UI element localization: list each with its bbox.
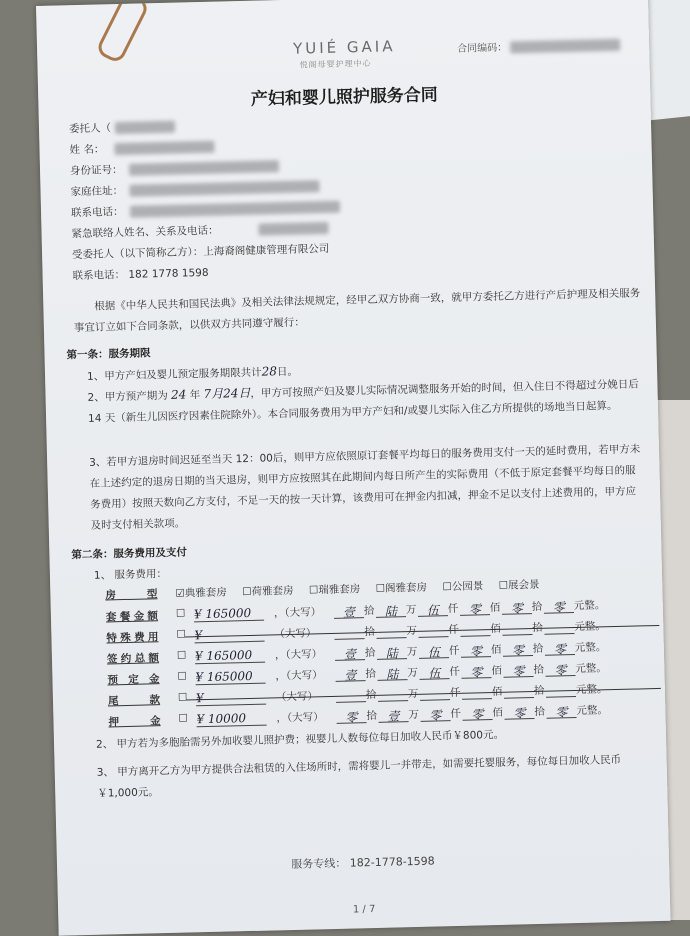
- article1-item3: 3、若甲方退房时间迟延至当天 12：00后，则甲方应依照原订套餐平均每日的服务费用支付一天的延时费用，若甲方未在上述约定的退房日期的当天退房，则甲方应按照其在此期间内每日所产生的实际费用（不低于原定套餐平均每日的服务费用）按照天数向乙方支付，不足一天的按一天计算，该费用可在押金内扣减，押金不足以支付上述费用的，甲方应及时支付相关款项。: [89, 443, 641, 532]
- redacted-block: [115, 121, 175, 134]
- address-field: 家庭住址：: [70, 178, 319, 199]
- fee-row: 押金 ☐ ¥ 10000 ，（大写） 零 拾 壹 万 零 仟 零 佰 零 拾 零 元整。: [108, 704, 609, 729]
- room-type-row: 房 型: [105, 588, 158, 602]
- room-option: ☑典雅套房: [175, 586, 227, 600]
- fee-row: 签约总额 ☐ ¥ 165000 ，（大写） 壹 拾 陆 万 伍 仟 零 佰 零 拾 零 元整。: [106, 641, 607, 666]
- redacted-block: [129, 201, 339, 218]
- article1-item2: 2、甲方预产期为 24 年 7月24日，甲方可按照产妇及婴儿实际情况调整服务开始的时间，但入住日不得超过分娩日后 14 天（新生儿因医疗因素住院除外）。本合同服务费用为甲方产妇和/或婴儿实际入住乙方所提供的场地当日起算。: [87, 378, 639, 425]
- trustee-field: 受委托人（以下简称乙方）：上海裔阁健康管理有限公司: [71, 242, 330, 262]
- room-option: ☐公园景: [442, 580, 484, 594]
- name-field: 姓 名：: [69, 139, 214, 158]
- fee-row: 特殊费用 ☐ ¥ （大写） 拾 万 仟 佰 拾 元整。: [106, 617, 666, 651]
- article1-item1: 1、甲方产妇及婴儿预定服务期限共计28日。: [86, 364, 299, 383]
- brand-subtitle: 悦阁母婴护理中心: [299, 58, 372, 70]
- room-option: ☐荷雅套房: [242, 584, 294, 599]
- fee-row: 套餐金额 ☐ ¥ 165000 ，（大写） 壹 拾 陆 万 伍 仟 零 佰 零 拾 零 元整。: [105, 599, 606, 624]
- room-option: ☐瑞雅套房: [308, 583, 361, 597]
- article2-item2: 2、 甲方若为多胞胎需另外加收婴儿照护费；视婴儿人数每位每日加收人民币￥800元。: [95, 728, 505, 751]
- article2-item3: 3、 甲方离开乙方为甲方提供合法租赁的入住场所时，需将婴儿一并带走，如需要托婴服务，每位每日加收人民币￥1,000元。: [96, 753, 622, 800]
- paperclip-icon: [95, 0, 150, 65]
- trustee-phone-field: 联系电话： 182 1778 1598: [72, 266, 209, 283]
- contract-page: [36, 0, 671, 936]
- redacted-block: [258, 222, 328, 236]
- page-number: 1 / 7: [352, 903, 376, 916]
- room-option: ☐展会景: [498, 578, 540, 592]
- phone-field: 联系电话：: [71, 199, 340, 221]
- redacted-block: [114, 141, 214, 155]
- principal-field: 委托人（: [69, 119, 175, 137]
- intro-paragraph: 根据《中华人民共和国民法典》及相关法律法规规定，经甲乙双方协商一致，就甲方委托乙方进行产后护理及相关服务事宜订立如下合同条款，以供双方共同遵守履行：: [73, 287, 641, 335]
- page-title: 产妇和婴儿照护服务合同: [250, 85, 439, 110]
- emergency-contact-field: 紧急联络人姓名、关系及电话：: [71, 220, 328, 241]
- room-option: ☐阁雅套房: [375, 581, 428, 595]
- fee-row: 预定金 ☐ ¥ 165000 ，（大写） 壹 拾 陆 万 伍 仟 零 佰 零 拾 零 元整。: [107, 662, 607, 687]
- fee-row: 尾款 ☐ ¥ （大写） 拾 万 仟 佰 拾 元整。: [108, 680, 668, 714]
- service-fee-label: 1、 服务费用：: [93, 567, 168, 582]
- contract-number: 合同编码：: [457, 36, 621, 55]
- id-number-field: 身份证号：: [70, 158, 279, 178]
- redacted-block: [129, 180, 319, 197]
- article2-heading: 第二条：服务费用及支付: [71, 546, 188, 562]
- redacted-block: [128, 160, 278, 176]
- redacted-block: [510, 39, 620, 54]
- article1-heading: 第一条：服务期限: [66, 347, 151, 362]
- service-hotline: 服务专线： 182-1778-1598: [291, 854, 435, 872]
- brand-logo: YUIÉ GAIA: [292, 37, 396, 58]
